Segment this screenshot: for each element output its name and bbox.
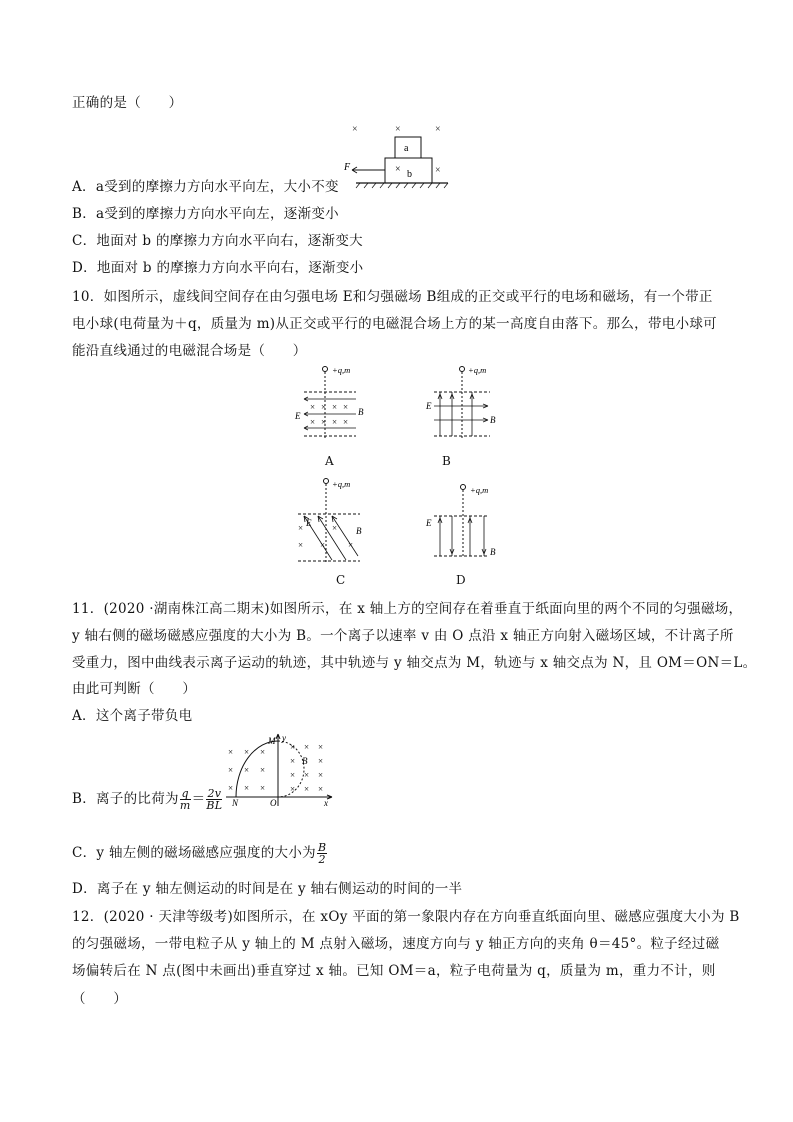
- charge-mass-ratio: $\frac{q}{m}$: [179, 787, 191, 812]
- svg-text:×: ×: [395, 164, 401, 175]
- svg-text:E: E: [306, 518, 312, 528]
- svg-text:×: ×: [304, 770, 310, 780]
- svg-text:×: ×: [290, 756, 296, 766]
- q9-option-b: B．a受到的摩擦力方向水平向左，逐渐变小: [72, 206, 339, 222]
- q10-line-1: 10．如图所示，虚线间空间存在由匀强电场 E和匀强磁场 B组成的正交或平行的电场和磁场，有一个带正: [72, 289, 713, 305]
- q9-option-a: A．a受到的摩擦力方向水平向左，大小不变: [72, 179, 339, 195]
- svg-text:×: ×: [244, 783, 250, 793]
- svg-text:×: ×: [228, 765, 234, 775]
- svg-text:×: ×: [321, 402, 327, 412]
- svg-text:+q,m: +q,m: [332, 365, 351, 375]
- svg-text:×: ×: [320, 540, 326, 550]
- q12-line-1: 12．(2020 · 天津等级考)如图所示，在 xOy 平面的第一象限内存在方向垂直纸面向里、磁感应强度大小为 B: [72, 909, 740, 925]
- svg-text:×: ×: [260, 783, 266, 793]
- q11-line-1: 11．(2020 ·湖南株江高二期末)如图所示，在 x 轴上方的空间存在着垂直于纸面向里的两个不同的匀强磁场，: [72, 601, 743, 617]
- svg-text:×: ×: [332, 523, 338, 533]
- q10-line-2: 电小球(电荷量为＋q，质量为 m)从正交或平行的电磁混合场上方的某一高度自由落下。那么，带电小球可: [72, 316, 717, 332]
- q10-caption-b: B: [442, 454, 452, 468]
- q10-figure-c: [290, 476, 370, 566]
- svg-text:×: ×: [228, 783, 234, 793]
- svg-text:×: ×: [435, 165, 441, 176]
- svg-text:×: ×: [332, 402, 338, 412]
- svg-text:N: N: [232, 798, 239, 808]
- field-value: $\frac{B}{2}$: [317, 841, 327, 866]
- q10-figure-d: [420, 476, 500, 566]
- svg-text:×: ×: [395, 124, 401, 135]
- q9-option-c: C．地面对 b 的摩擦力方向水平向右，逐渐变大: [72, 233, 363, 249]
- svg-text:×: ×: [298, 523, 304, 533]
- svg-text:×: ×: [332, 417, 338, 427]
- svg-text:×: ×: [244, 765, 250, 775]
- q11-line-3: 受重力，图中曲线表示离子运动的轨迹，其中轨迹与 y 轴交点为 M，轨迹与 x 轴交点为 N，且 OM＝ON＝L。: [72, 655, 757, 671]
- ratio-value: $\frac{2v}{BL}$: [206, 787, 223, 812]
- q10-caption-d: D: [456, 573, 466, 587]
- svg-text:×: ×: [228, 747, 234, 757]
- q11-option-b: B．离子的比荷为 $\frac{q}{m}$ ＝ $\frac{2v}{BL}$: [72, 787, 223, 812]
- svg-text:x: x: [324, 798, 328, 808]
- block-a-label: a: [404, 143, 409, 154]
- q10-line-3: 能沿直线通过的电磁混合场是（ ）: [72, 343, 307, 359]
- svg-text:×: ×: [318, 742, 324, 752]
- q11-line-2: y 轴右侧的磁场磁感应强度的大小为 B。一个离子以速率 v 由 O 点沿 x 轴正方向射入磁场区域，不计离子所: [72, 628, 734, 644]
- q12-line-3: 场偏转后在 N 点(图中未画出)垂直穿过 x 轴。已知 OM＝a，粒子电荷量为 q，质量为 m，重力不计，则: [72, 963, 716, 979]
- q11-option-c: C．y 轴左侧的磁场磁感应强度的大小为 $\frac{B}{2}$: [72, 841, 327, 866]
- q9-intro: 正确的是（ ）: [72, 95, 183, 111]
- svg-text:×: ×: [290, 784, 296, 794]
- svg-text:×: ×: [310, 402, 316, 412]
- svg-text:×: ×: [318, 770, 324, 780]
- svg-text:×: ×: [298, 540, 304, 550]
- svg-text:y: y: [282, 733, 286, 743]
- q11-option-a: A．这个离子带负电: [72, 708, 193, 724]
- q11-line-4: 由此可判断（ ）: [72, 681, 197, 697]
- block-b-label: b: [407, 169, 412, 180]
- q10-caption-a: A: [325, 454, 334, 468]
- svg-text:×: ×: [321, 417, 327, 427]
- svg-text:E: E: [426, 401, 432, 411]
- svg-text:×: ×: [343, 402, 349, 412]
- force-label: F: [344, 162, 351, 173]
- svg-text:E: E: [426, 518, 432, 528]
- svg-text:×: ×: [304, 784, 310, 794]
- q11-figure: [224, 730, 344, 808]
- q12-line-4: （ ）: [72, 991, 128, 1007]
- q10-figure-b: [420, 364, 500, 442]
- svg-text:M: M: [268, 736, 276, 746]
- svg-text:×: ×: [310, 417, 316, 427]
- svg-text:×: ×: [318, 784, 324, 794]
- q10-caption-c: C: [336, 573, 346, 587]
- svg-text:+q,m: +q,m: [332, 479, 351, 489]
- svg-text:B: B: [302, 756, 308, 766]
- q9-figure: [336, 118, 456, 192]
- svg-text:B: B: [358, 407, 364, 417]
- q10-figure-a: [290, 364, 370, 442]
- svg-text:×: ×: [318, 756, 324, 766]
- svg-text:B: B: [490, 547, 496, 557]
- q11-option-d: D．离子在 y 轴左侧运动的时间是在 y 轴右侧运动的时间的一半: [72, 881, 463, 897]
- svg-text:×: ×: [244, 747, 250, 757]
- q9-option-d: D．地面对 b 的摩擦力方向水平向右，逐渐变小: [72, 260, 364, 276]
- svg-text:B: B: [356, 526, 362, 536]
- svg-text:×: ×: [290, 770, 296, 780]
- svg-text:+q,m: +q,m: [468, 365, 487, 375]
- svg-text:×: ×: [348, 540, 354, 550]
- svg-text:×: ×: [260, 747, 266, 757]
- svg-text:×: ×: [352, 124, 358, 135]
- svg-text:+q,m: +q,m: [470, 485, 489, 495]
- svg-text:×: ×: [435, 124, 441, 135]
- svg-text:×: ×: [290, 742, 296, 752]
- svg-text:O: O: [270, 798, 277, 808]
- svg-text:E: E: [295, 411, 301, 421]
- svg-text:B: B: [490, 415, 496, 425]
- svg-text:×: ×: [260, 765, 266, 775]
- svg-text:×: ×: [304, 742, 310, 752]
- svg-text:×: ×: [343, 417, 349, 427]
- q12-line-2: 的匀强磁场，一带电粒子从 y 轴上的 M 点射入磁场，速度方向与 y 轴正方向的夹角 θ＝45°。粒子经过磁: [72, 936, 720, 952]
